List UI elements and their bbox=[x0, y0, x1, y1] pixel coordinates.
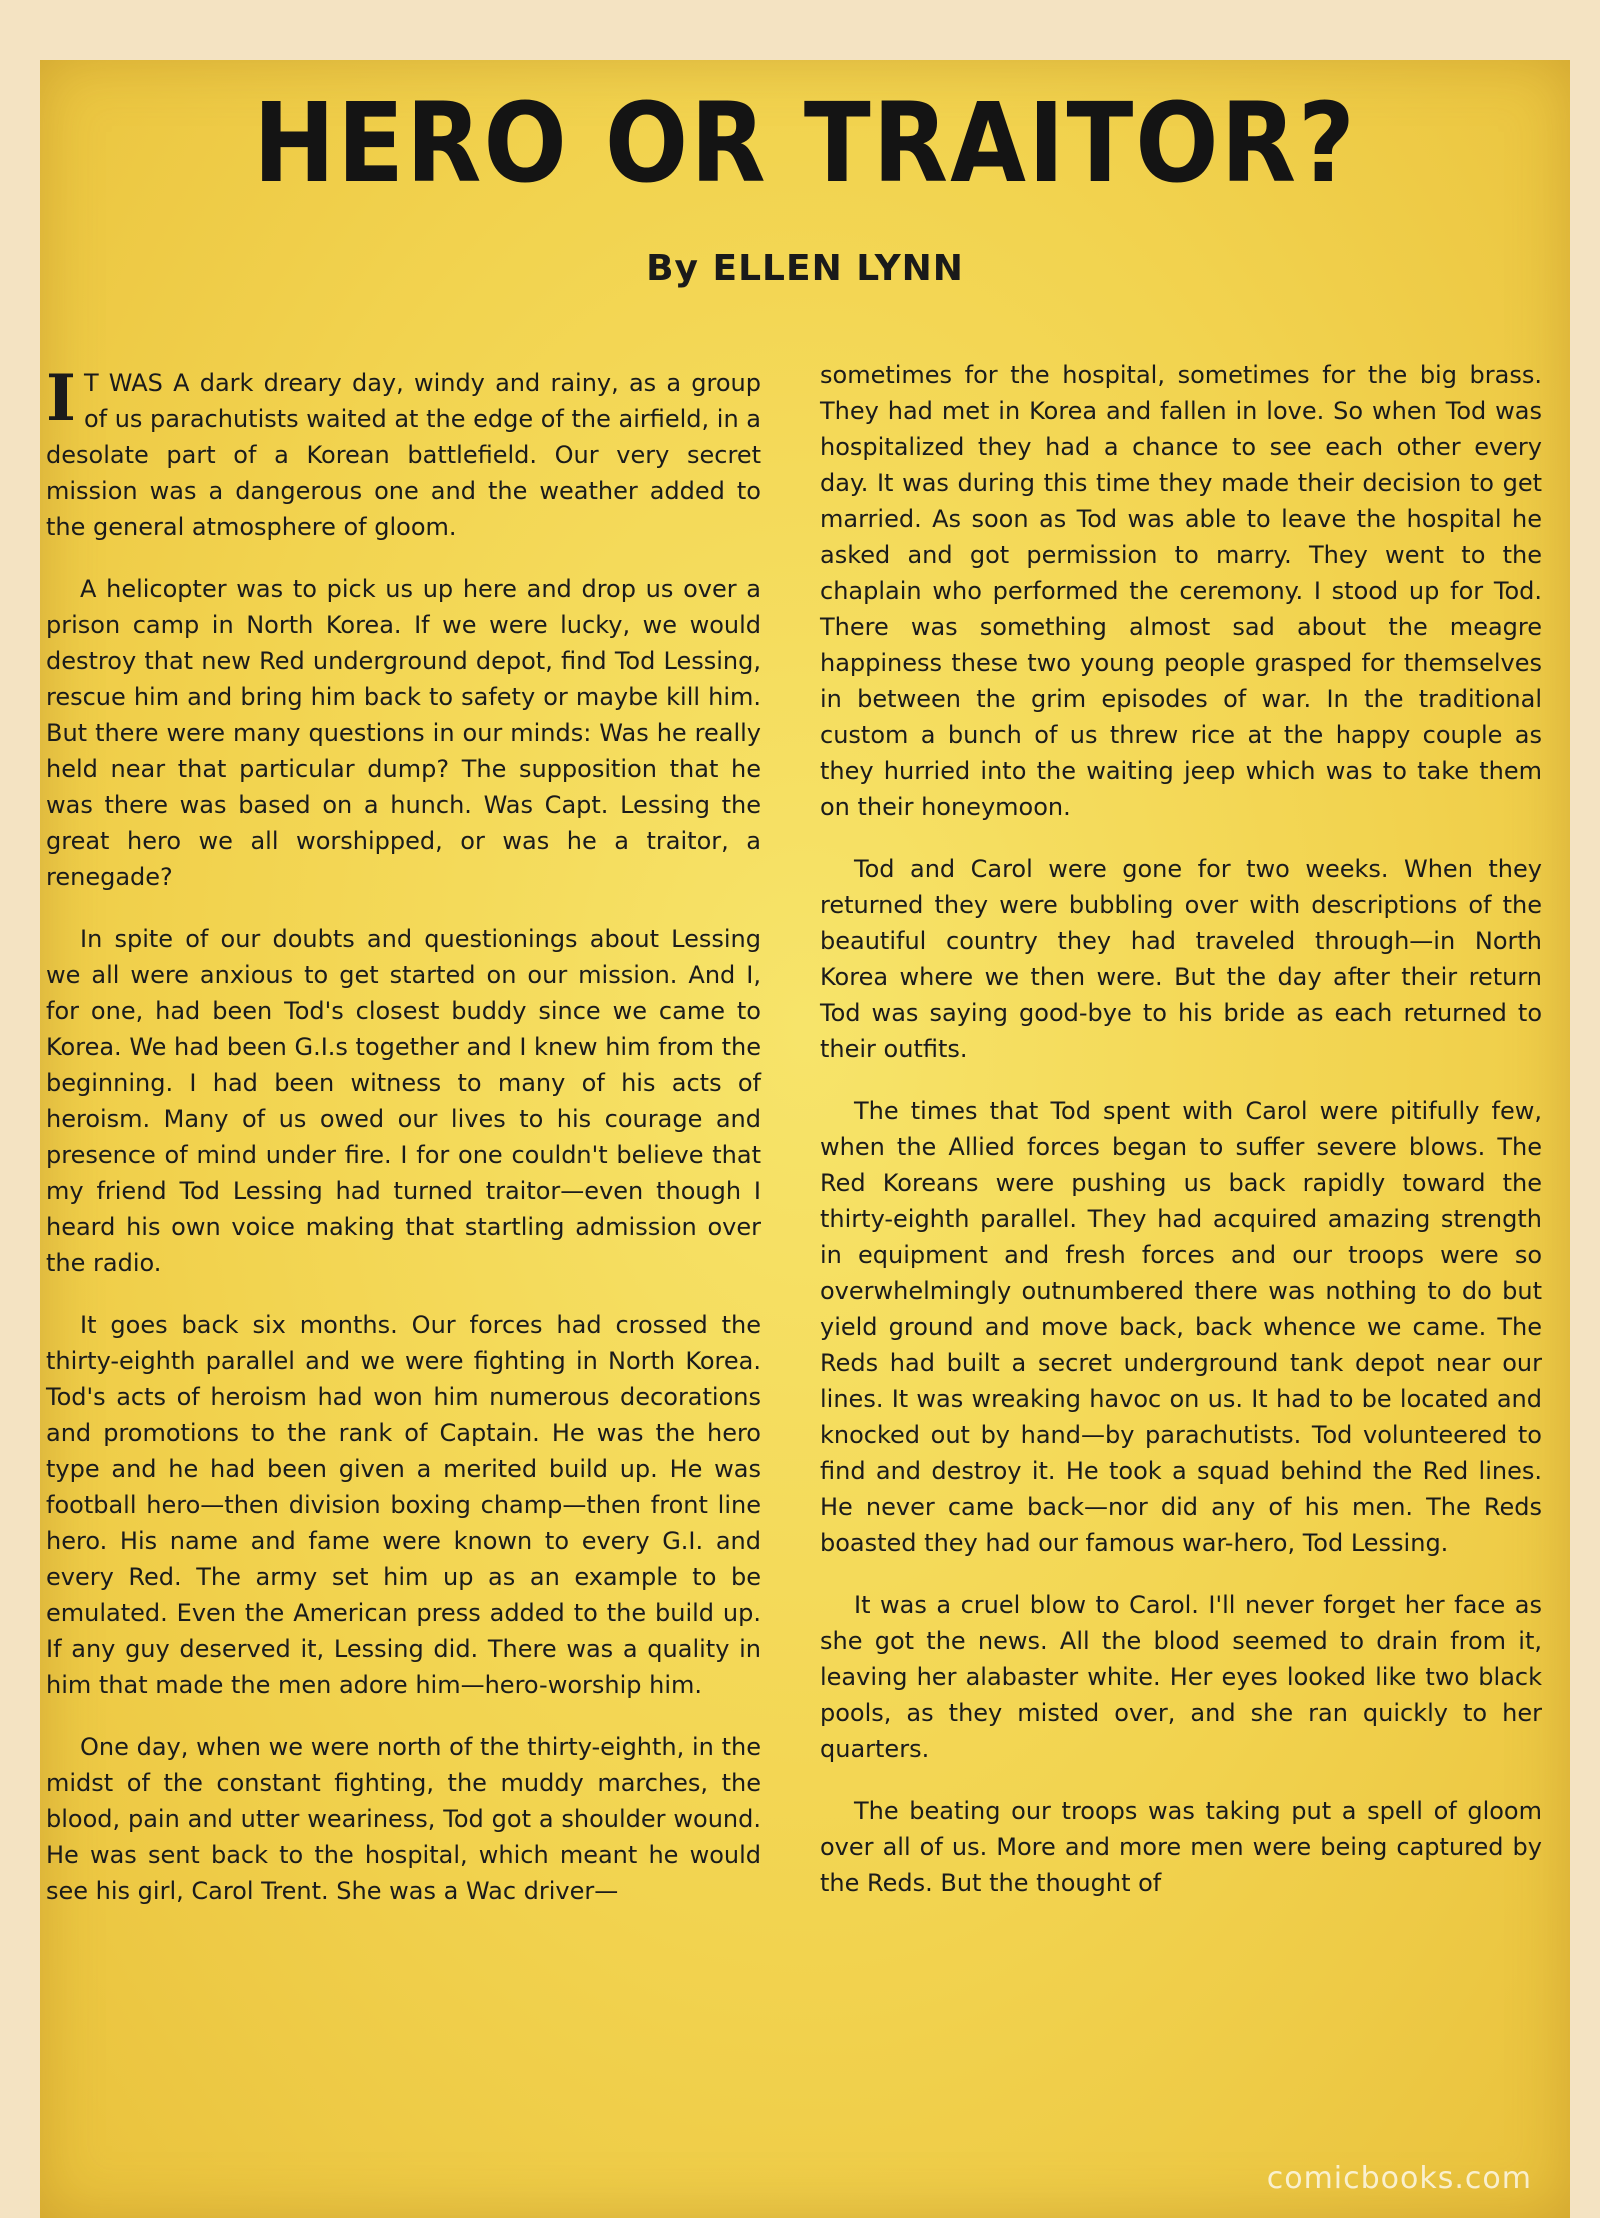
paragraph: Tod and Carol were gone for two weeks. When they returned they were bubbling over with descriptions of the beautiful country they had traveled through—in North Korea where we then were. But the day after their return Tod was saying good-bye to his bride as each returned to their outfits. bbox=[820, 855, 1542, 1063]
right-column bbox=[820, 357, 1542, 1927]
paragraph: One day, when we were north of the thirty-eighth, in the midst of the constant fighting, the muddy marches, the blood, pain and utter weariness, Tod got a shoulder wound. He was sent back to the hospital, which meant he would see his girl, Carol Trent. She was a Wac driver— bbox=[46, 1733, 761, 1905]
paragraph: In spite of our doubts and questionings about Lessing we all were anxious to get started on our mission. And I, for one, had been Tod's closest buddy since we came to Korea. We had been G.I.s together and I knew him from the beginning. I had been witness to many of his acts of heroism. Many of us owed our lives to his courage and presence of mind under fire. I for one couldn't believe that my friend Tod Lessing had turned traitor—even though I heard his own voice making that startling admission over the radio. bbox=[46, 925, 761, 1277]
paragraph-text: T WAS A dark dreary day, windy and rainy, as a group of us parachutists waited at the edge of the airfield, in a desolate part of a Korean battlefield. Our very secret mission was a dangerous one and the weather added to the general atmosphere of gloom. bbox=[46, 369, 762, 541]
article-title: HERO OR TRAITOR? bbox=[253, 80, 1357, 208]
paragraph bbox=[46, 361, 762, 545]
site-watermark: comicbooks.com bbox=[1266, 2161, 1532, 2196]
article-page bbox=[40, 60, 1570, 2218]
paragraph: sometimes for the hospital, sometimes for the big brass. They had met in Korea and fallen in love. So when Tod was hospitalized they had a chance to see each other every day. It was during this time they made their decision to get married. As soon as Tod was able to leave the hospital he asked and got permission to marry. They went to the chaplain who performed the ceremony. I stood up for Tod. There was something almost sad about the meagre happiness these two young people grasped for themselves in between the grim episodes of war. In the traditional custom a bunch of us threw rice at the happy couple as they hurried into the waiting jeep which was to take them on their honeymoon. bbox=[820, 361, 1542, 821]
drop-cap: I bbox=[46, 361, 76, 436]
paragraph: The beating our troops was taking put a spell of gloom over all of us. More and more men were being captured by the Reds. But the thought of bbox=[820, 1797, 1542, 1897]
article-byline: By ELLEN LYNN bbox=[646, 248, 964, 289]
paragraph: A helicopter was to pick us up here and drop us over a prison camp in North Korea. If we were lucky, we would destroy that new Red underground depot, find Tod Lessing, rescue him and bring him back to safety or maybe kill him. But there were many questions in our minds: Was he really held near that particular dump? The supposition that he was there was based on a hunch. Was Capt. Lessing the great hero we all worshipped, or was he a traitor, a renegade? bbox=[46, 575, 761, 891]
paragraph: It was a cruel blow to Carol. I'll never forget her face as she got the news. All the blood seemed to drain from it, leaving her alabaster white. Her eyes looked like two black pools, as they misted over, and she ran quickly to her quarters. bbox=[820, 1591, 1542, 1763]
paragraph: It goes back six months. Our forces had crossed the thirty-eighth parallel and we were fighting in North Korea. Tod's acts of heroism had won him numerous decorations and promotions to the rank of Captain. He was the hero type and he had been given a merited build up. He was football hero—then division boxing champ—then front line hero. His name and fame were known to every G.I. and every Red. The army set him up as an example to be emulated. Even the American press added to the build up. If any guy deserved it, Lessing did. There was a quality in him that made the men adore him—hero-worship him. bbox=[46, 1311, 761, 1699]
paragraph: The times that Tod spent with Carol were pitifully few, when the Allied forces began to suffer severe blows. The Red Koreans were pushing us back rapidly toward the thirty-eighth parallel. They had acquired amazing strength in equipment and fresh forces and our troops were so overwhelmingly outnumbered there was nothing to do but yield ground and move back, back whence we came. The Reds had built a secret underground tank depot near our lines. It was wreaking havoc on us. It had to be located and knocked out by hand—by parachutists. Tod volunteered to find and destroy it. He took a squad behind the Red lines. He never came back—nor did any of his men. The Reds boasted they had our famous war-hero, Tod Lessing. bbox=[820, 1097, 1542, 1557]
left-column bbox=[46, 361, 762, 1935]
